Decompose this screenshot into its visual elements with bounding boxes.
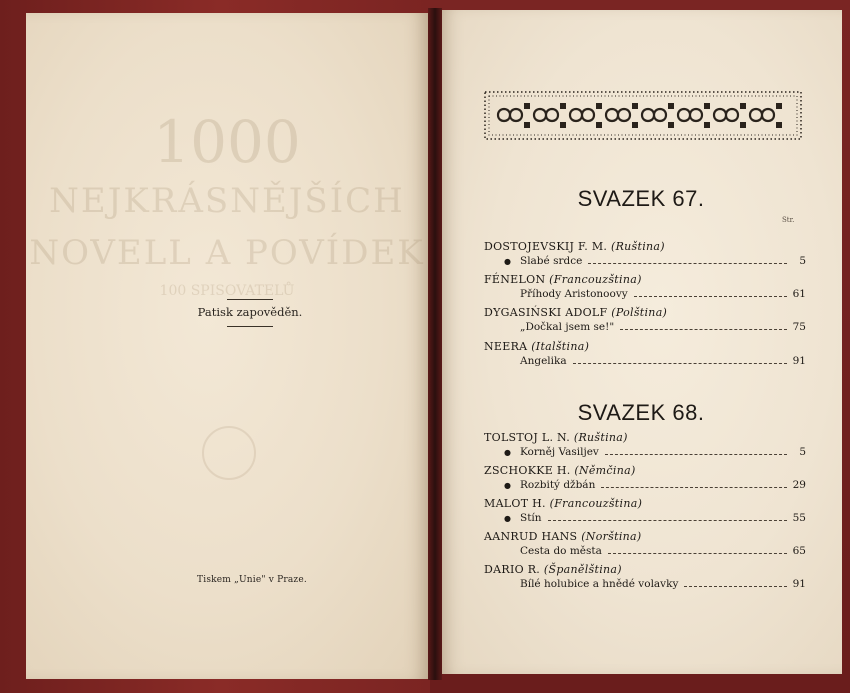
author-name: TOLSTOJ L. N. (484, 431, 571, 444)
work-title: Příhody Aristonoovy (520, 288, 628, 300)
page-number: 61 (792, 288, 806, 300)
toc-entry (504, 578, 806, 592)
ghost-text-1000: 1000 (153, 108, 301, 176)
printer-imprint: Tiskem „Unie" v Praze. (197, 575, 307, 585)
author-language: (Polština) (611, 306, 668, 319)
dot-leader (684, 580, 787, 587)
volume-heading-67: SVAZEK 67. (577, 186, 705, 211)
author-line (484, 273, 642, 286)
ghost-text-line-3: NOVELL A POVÍDEK (29, 233, 425, 273)
author-language: (Ruština) (611, 240, 665, 253)
work-title: Cesta do města (520, 545, 602, 557)
author-name: DOSTOJEVSKIJ F. M. (484, 240, 608, 253)
bullet-icon: ● (504, 481, 511, 490)
dot-leader (634, 290, 787, 297)
dot-leader (548, 514, 787, 521)
page-number: 29 (792, 479, 806, 491)
work-title: Bílé holubice a hnědé volavky (520, 578, 679, 590)
toc-entry (504, 446, 806, 460)
toc-entry (504, 545, 806, 559)
dot-leader (573, 357, 787, 364)
page-number: 91 (792, 578, 806, 590)
book-gutter (428, 8, 442, 680)
ornament-border-icon (484, 91, 802, 140)
author-language: (Španělština) (543, 563, 622, 576)
toc-entry (504, 512, 806, 526)
reprint-notice-text: Patisk zapověděn. (197, 305, 303, 319)
author-line (484, 464, 636, 477)
notice-bottom-rule (227, 326, 273, 327)
work-title: Stín (520, 512, 542, 524)
author-language: (Francouzština) (549, 273, 642, 286)
page-number: 75 (792, 321, 806, 333)
dot-leader (605, 448, 787, 455)
author-name: ZSCHOKKE H. (484, 464, 571, 477)
page-column-label: Str. (782, 216, 795, 224)
dot-leader (588, 257, 787, 264)
dot-leader (601, 481, 787, 488)
author-language: (Ruština) (573, 431, 628, 444)
work-title: Korněj Vasiljev (520, 446, 599, 458)
ghost-text-line-2: NEJKRÁSNĚJŠÍCH (49, 181, 405, 221)
ghost-seal-icon (202, 426, 256, 480)
page-number: 91 (792, 355, 806, 367)
page-number: 5 (799, 255, 806, 267)
volume-heading-68: SVAZEK 68. (577, 400, 705, 425)
author-line (484, 530, 642, 543)
author-name: AANRUD HANS (484, 530, 578, 543)
ghost-text-line-4: 100 SPISOVATELŮ (159, 283, 295, 299)
bullet-icon: ● (504, 448, 511, 457)
work-title: „Dočkal jsem se!" (520, 321, 615, 333)
page-number: 65 (792, 545, 806, 557)
author-name: DYGASIŃSKI ADOLF (484, 306, 608, 319)
page-number: 5 (799, 446, 806, 458)
author-line (484, 431, 628, 444)
reprint-notice (185, 299, 315, 327)
dot-leader (620, 323, 787, 330)
author-name: MALOT H. (484, 497, 546, 510)
dot-leader (608, 547, 787, 554)
work-title: Slabé srdce (520, 255, 583, 267)
author-language: (Italština) (531, 340, 590, 353)
toc-entry (504, 321, 806, 335)
page-number: 55 (792, 512, 806, 524)
work-title: Angelika (520, 355, 567, 367)
work-title: Rozbitý džbán (520, 479, 596, 491)
toc-entry (504, 479, 806, 493)
author-name: FÉNELON (484, 273, 546, 286)
toc-entry (504, 255, 806, 269)
author-language: (Francouzština) (549, 497, 643, 510)
toc-entry (504, 355, 806, 369)
author-line (484, 497, 642, 510)
bullet-icon: ● (504, 257, 511, 266)
author-name: DARIO R. (484, 563, 541, 576)
toc-entry (504, 288, 806, 302)
author-name: NEERA (484, 340, 528, 353)
author-language: (Norština) (581, 530, 642, 543)
bullet-icon: ● (504, 514, 511, 523)
author-language: (Němčina) (574, 464, 636, 477)
author-line (484, 240, 665, 253)
author-line (484, 340, 589, 353)
author-line (484, 306, 667, 319)
author-line (484, 563, 622, 576)
